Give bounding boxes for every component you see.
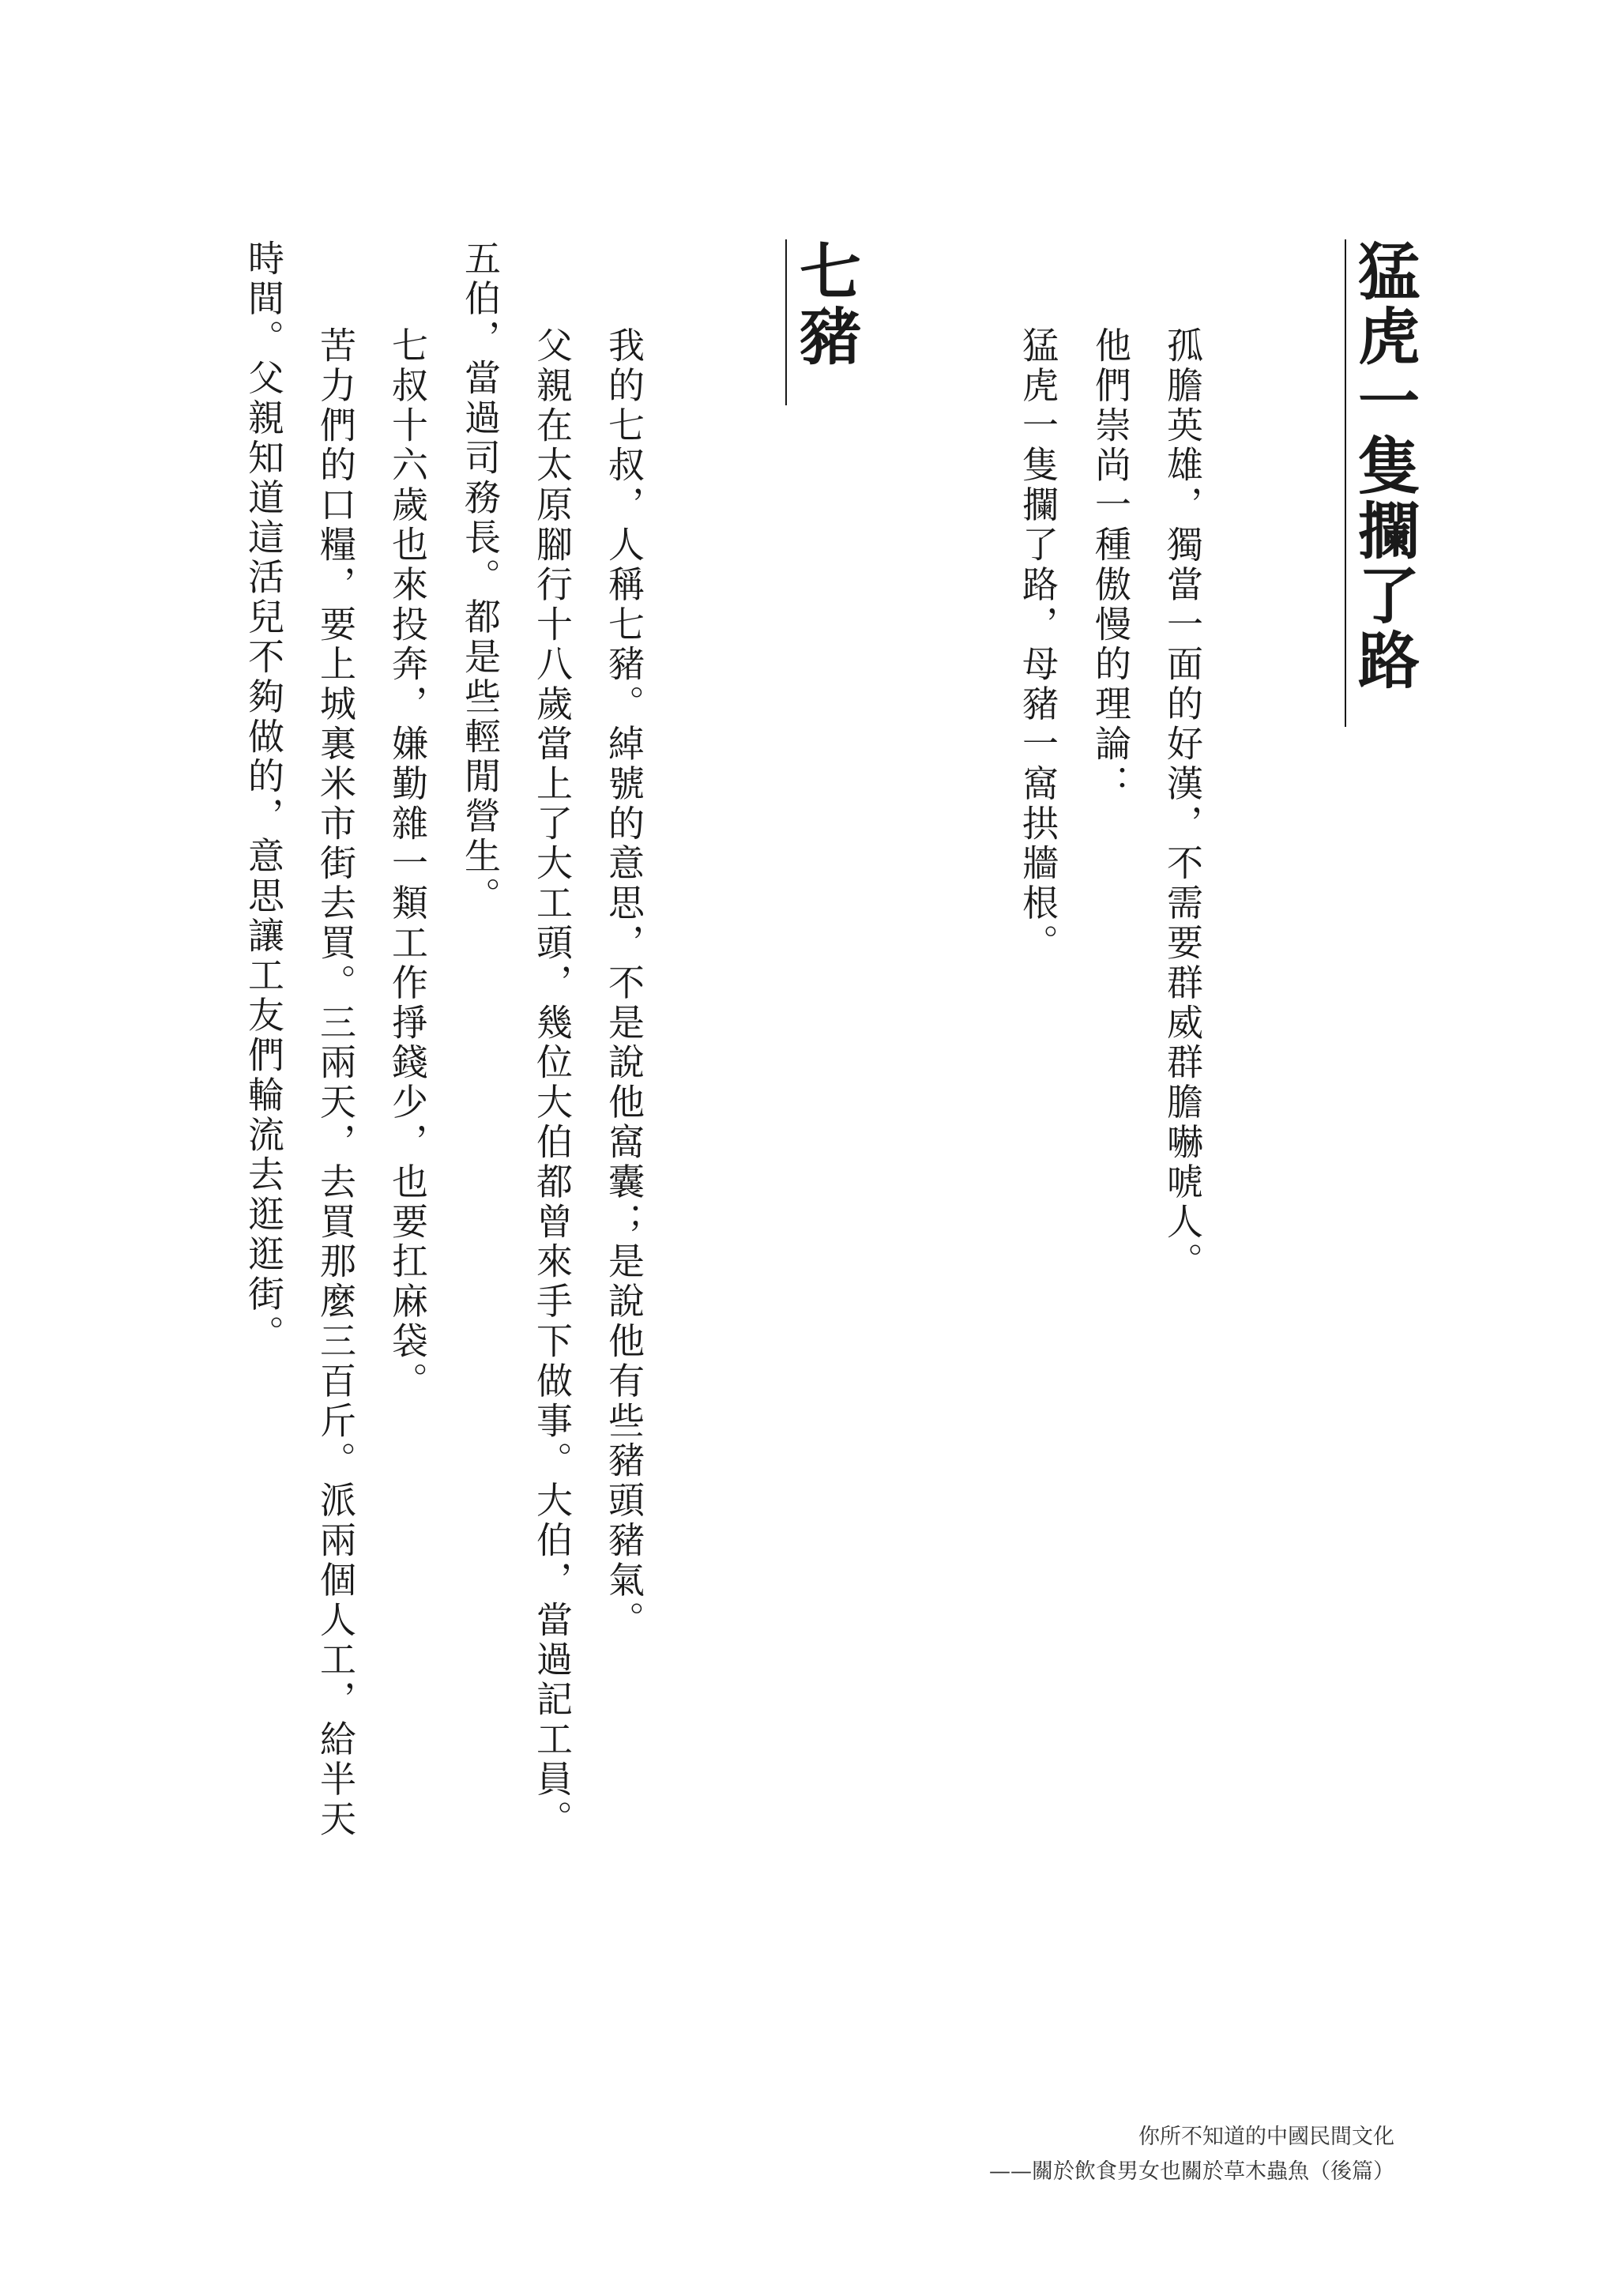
paragraph-line: 七叔十六歲也來投奔，嫌勤雜一類工作掙錢少，也要扛麻袋。: [386, 326, 429, 1402]
paragraph-line: 他們崇尚一種傲慢的理論：: [1089, 326, 1132, 804]
paragraph-line: 我的七叔，人稱七豬。綽號的意思，不是說他窩囊；是說他有些豬頭豬氣。: [603, 326, 645, 1641]
paragraph-line: 時間。父親知道這活兒不夠做的，意思讓工友們輪流去逛逛街。: [243, 239, 285, 1355]
paragraph-line: 父親在太原腳行十八歲當上了大工頭，幾位大伯都曾來手下做事。大伯，當過記工員。: [531, 326, 574, 1840]
paragraph-line: 孤膽英雄，獨當一面的好漢，不需要群威群膽嚇唬人。: [1161, 326, 1204, 1282]
running-footer-subtitle: ——關於飲食男女也關於草木蟲魚（後篇）: [989, 2159, 1394, 2184]
section-title-rule-seven-pig: [785, 239, 787, 405]
paragraph-line: 五伯，當過司務長。都是些輕閒營生。: [459, 239, 502, 917]
section-title-tiger: 猛虎一隻攔了路: [1348, 239, 1420, 693]
section-title-seven-pig: 七豬: [789, 239, 861, 369]
paragraph-line: 苦力們的口糧，要上城裏米市街去買。三兩天，去買那麼三百斤。派兩個人工，給半天: [314, 326, 357, 1840]
section-title-rule-tiger: [1345, 239, 1346, 727]
running-footer-title: 你所不知道的中國民間文化: [1138, 2125, 1394, 2149]
paragraph-line: 猛虎一隻攔了路，母豬一窩拱牆根。: [1017, 326, 1059, 964]
